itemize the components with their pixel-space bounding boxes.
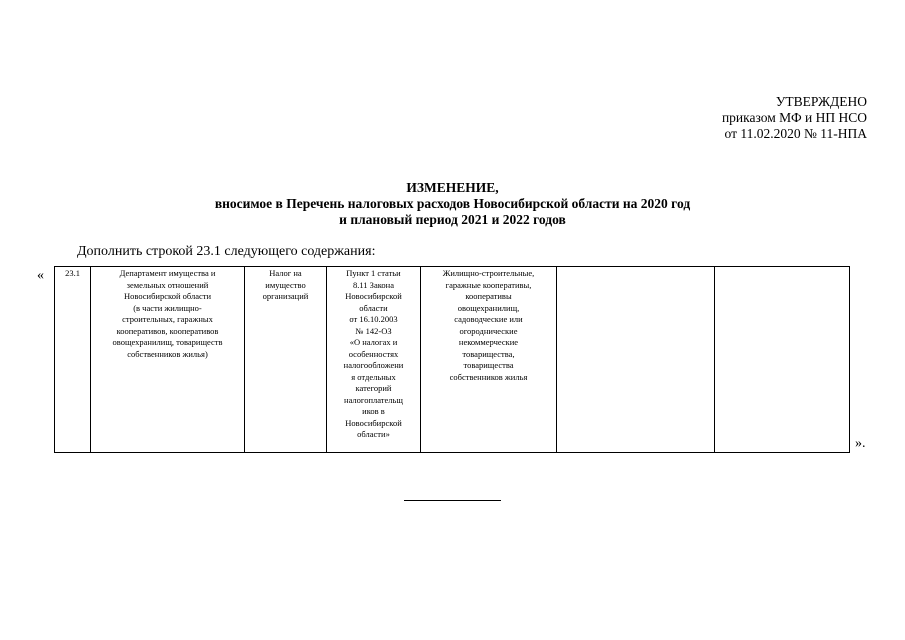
curator-line: Департамент имущества и	[119, 268, 216, 278]
curator-line: (в части жилищно-	[133, 302, 202, 313]
row-number-cell	[55, 267, 91, 453]
document-title	[0, 180, 905, 228]
category-line: собственников жилья	[449, 371, 528, 382]
table-row	[55, 267, 850, 453]
curator-cell	[91, 267, 245, 453]
curator-line: строительных, гаражных	[122, 314, 213, 324]
tax-expenditure-row-table	[54, 266, 850, 453]
intro-text: Дополнить строкой 23.1 следующего содержания:	[77, 244, 376, 259]
tax-line: имущество	[265, 279, 306, 290]
norm-line: иков в	[362, 406, 385, 416]
footer-divider	[404, 500, 501, 501]
approval-order: приказом МФ и НП НСО	[721, 110, 867, 125]
norm-line: «О налогах и	[349, 337, 398, 347]
curator-line: собственников жилья)	[127, 348, 208, 359]
curator-line: кооперативов, кооперативов	[116, 325, 219, 336]
norm-line: Новосибирской	[345, 291, 402, 301]
curator-line: земельных отношений	[126, 279, 209, 290]
norm-line: области»	[357, 429, 390, 439]
row-number: 23.1	[65, 268, 80, 278]
norm-line: 8.11 Закона	[353, 279, 394, 290]
norm-line: особенностях	[348, 348, 399, 359]
norm-line: от 16.10.2003	[349, 314, 398, 324]
legal-norm-cell	[327, 267, 421, 453]
norm-line: категорий	[355, 383, 392, 393]
category-line: кооперативы	[465, 291, 512, 301]
approval-stamp	[722, 94, 867, 142]
empty-cell-6	[557, 267, 715, 453]
title-subheading: вносимое в Перечень налоговых расходов Новосибирской области на 2020 год	[214, 196, 691, 211]
norm-line: № 142-ОЗ	[355, 325, 392, 336]
tax-line: Налог на	[269, 268, 302, 278]
category-line: овощехранилищ,	[457, 302, 520, 313]
approval-title: УТВЕРЖДЕНО	[775, 94, 867, 109]
taxpayer-category-cell	[421, 267, 557, 453]
opening-quote: «	[37, 268, 44, 283]
category-line: товарищества	[463, 360, 514, 370]
tax-cell	[245, 267, 327, 453]
category-line: некоммерческие	[458, 337, 519, 347]
tax-line: организаций	[262, 291, 309, 301]
title-heading: ИЗМЕНЕНИЕ,	[406, 180, 499, 195]
category-line: Жилищно-строительные,	[442, 268, 535, 278]
category-line: гаражные кооперативы,	[445, 279, 532, 290]
curator-line: Новосибирской области	[123, 291, 212, 301]
curator-line: овощехранилищ, товариществ	[112, 337, 223, 347]
category-line: садоводческие или	[454, 314, 523, 324]
norm-line: налогоплательщ	[344, 394, 403, 405]
norm-line: Пункт 1 статьи	[346, 268, 401, 278]
norm-line: Новосибирской	[345, 417, 402, 428]
approval-date: от 11.02.2020 № 11-НПА	[724, 126, 867, 141]
norm-line: я отдельных	[351, 371, 396, 382]
closing-quote: ».	[855, 436, 866, 451]
empty-cell-7	[715, 267, 850, 453]
norm-line: области	[359, 302, 388, 313]
category-line: огороднические	[459, 325, 518, 336]
category-line: товарищества,	[462, 348, 515, 359]
title-period: и плановый период 2021 и 2022 годов	[339, 212, 566, 227]
norm-line: налогообложени	[343, 360, 404, 370]
